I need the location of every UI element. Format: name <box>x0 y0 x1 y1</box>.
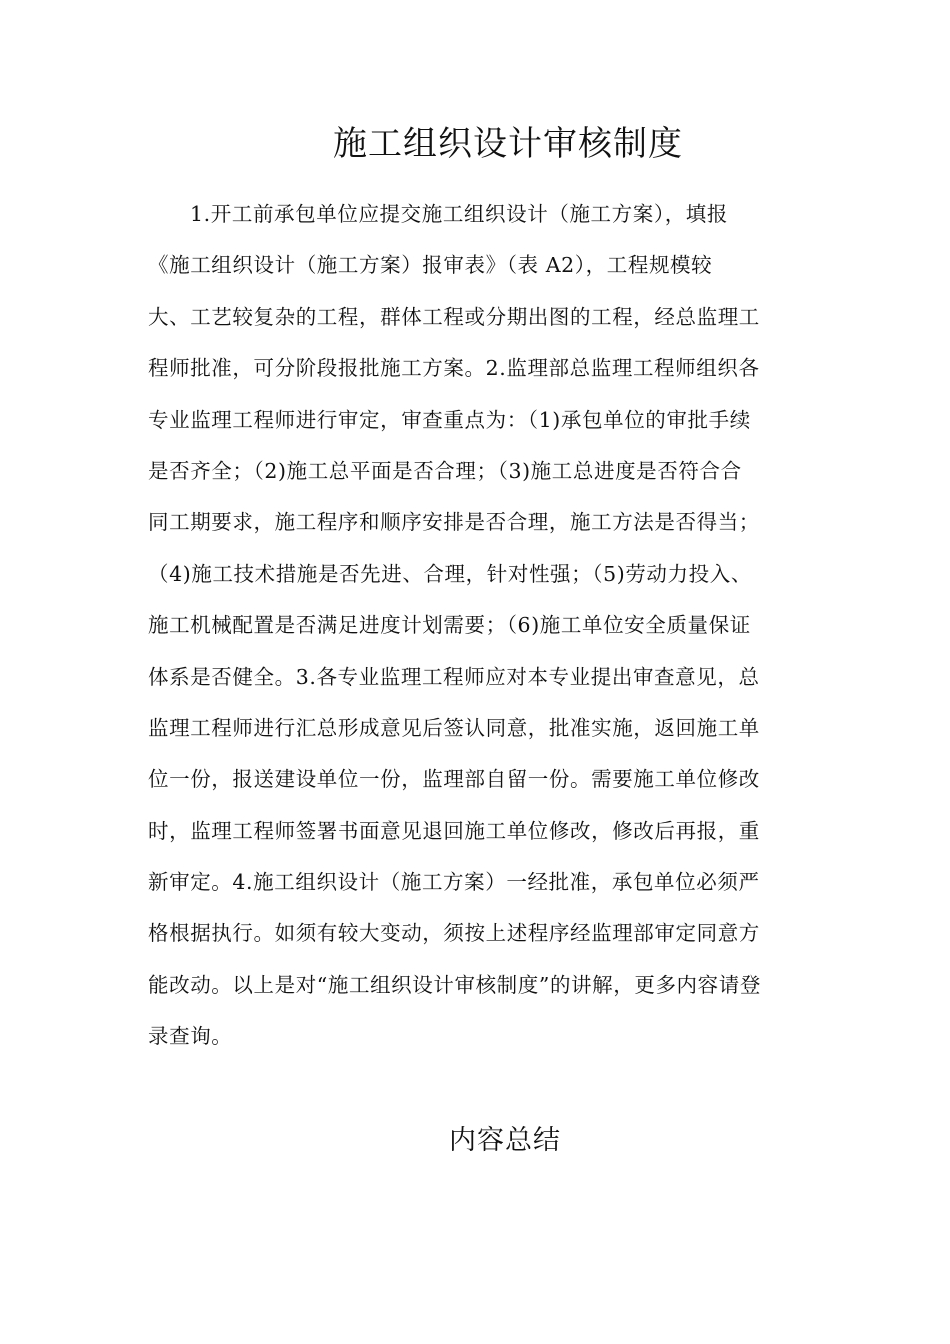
body-line: （4)施工技术措施是否先进、合理，针对性强；（5)劳动力投入、 <box>148 561 752 586</box>
body-line: 位一份，报送建设单位一份，监理部自留一份。需要施工单位修改 <box>148 767 760 792</box>
body-line: 程师批准，可分阶段报批施工方案。2.监理部总监理工程师组织各 <box>148 356 760 381</box>
body-line: 新审定。4.施工组织设计（施工方案）一经批准，承包单位必须严 <box>148 870 760 895</box>
body-line: 时，监理工程师签署书面意见退回施工单位修改，修改后再报，重 <box>148 818 760 843</box>
body-line: 施工机械配置是否满足进度计划需要；（6)施工单位安全质量保证 <box>148 613 751 638</box>
body-line: 录查询。 <box>148 1024 233 1049</box>
body-line: 1.开工前承包单位应提交施工组织设计（施工方案），填报 <box>190 202 729 226</box>
body-line: 格根据执行。如须有较大变动，须按上述程序经监理部审定同意方 <box>148 921 760 946</box>
body-line: 能改动。以上是对“施工组织设计审核制度”的讲解，更多内容请登 <box>148 972 761 997</box>
body-text <box>148 192 798 1066</box>
body-line: 监理工程师进行汇总形成意见后签认同意，批准实施，返回施工单 <box>148 715 760 740</box>
body-line: 是否齐全；（2)施工总平面是否合理；（3)施工总进度是否符合合 <box>148 458 742 483</box>
body-line: 《施工组织设计（施工方案）报审表》（表 A2），工程规模较 <box>148 253 713 278</box>
body-line: 专业监理工程师进行审定，审查重点为：（1)承包单位的审批手续 <box>148 407 751 432</box>
document-title: 施工组织设计审核制度 <box>333 124 683 164</box>
summary-heading: 内容总结 <box>449 1125 561 1156</box>
body-line: 同工期要求，施工程序和顺序安排是否合理，施工方法是否得当； <box>148 510 760 535</box>
body-line: 大、工艺较复杂的工程，群体工程或分期出图的工程，经总监理工 <box>148 304 760 329</box>
body-line: 体系是否健全。3.各专业监理工程师应对本专业提出审查意见，总 <box>148 664 760 689</box>
